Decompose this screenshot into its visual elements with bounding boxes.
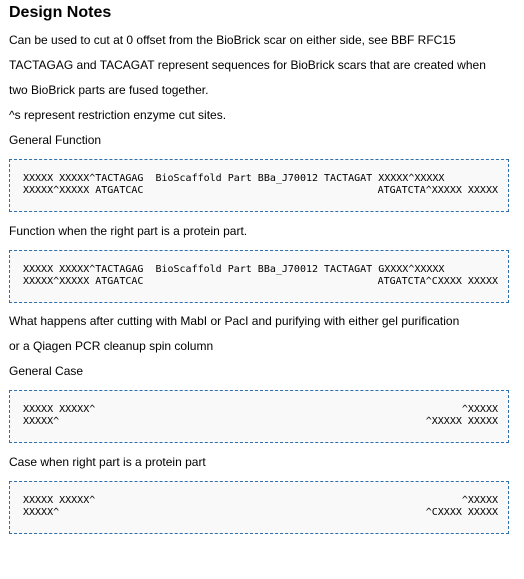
code-line: XXXXX^XXXXX ATGATCAC: [23, 276, 144, 287]
code-block-protein-case: [9, 481, 509, 534]
code-line: ^XXXXX: [461, 495, 498, 506]
code-block-general-case: [9, 390, 509, 443]
code-line: ^CXXXX XXXXX: [425, 507, 498, 518]
label-protein-part: Function when the right part is a protein part.: [9, 224, 248, 238]
code-line: XXXXX XXXXX^: [23, 495, 96, 506]
code-line: ^XXXXX XXXXX: [425, 416, 498, 427]
paragraph-rfc: Can be used to cut at 0 offset from the BioBrick scar on either side, see BBF RFC15: [9, 33, 456, 47]
paragraph-scar-1: TACTAGAG and TACAGAT represent sequences for BioBrick scars that are created when: [9, 58, 486, 72]
page-title: Design Notes: [9, 4, 112, 21]
code-line: XXXXX^: [23, 507, 60, 518]
label-general-case: General Case: [9, 364, 84, 378]
paragraph-cut-sites: ^s represent restriction enzyme cut sites.: [9, 108, 227, 122]
code-line: XXXXX XXXXX^TACTAGAG BioScaffold Part BBa_J70012 TACTAGAT XXXXX^XXXXX: [23, 173, 445, 184]
code-line: XXXXX^: [23, 416, 60, 427]
code-line: ATGATCTA^CXXXX XXXXX: [377, 276, 498, 287]
paragraph-after-cutting: What happens after cutting with MabI or PacI and purifying with either gel purification: [9, 314, 460, 328]
label-protein-case: Case when right part is a protein part: [9, 455, 206, 469]
paragraph-spin-column: or a Qiagen PCR cleanup spin column: [9, 339, 214, 353]
code-block-general-function: [9, 159, 509, 212]
code-line: XXXXX XXXXX^: [23, 404, 96, 415]
code-line: ATGATCTA^XXXXX XXXXX: [377, 185, 498, 196]
paragraph-scar-2: two BioBrick parts are fused together.: [9, 83, 209, 97]
label-general-function: General Function: [9, 133, 102, 147]
code-block-protein-part: [9, 250, 509, 303]
code-line: ^XXXXX: [461, 404, 498, 415]
content-area: [9, 0, 523, 534]
code-line: XXXXX^XXXXX ATGATCAC: [23, 185, 144, 196]
code-line: XXXXX XXXXX^TACTAGAG BioScaffold Part BBa_J70012 TACTAGAT GXXXX^XXXXX: [23, 264, 445, 275]
